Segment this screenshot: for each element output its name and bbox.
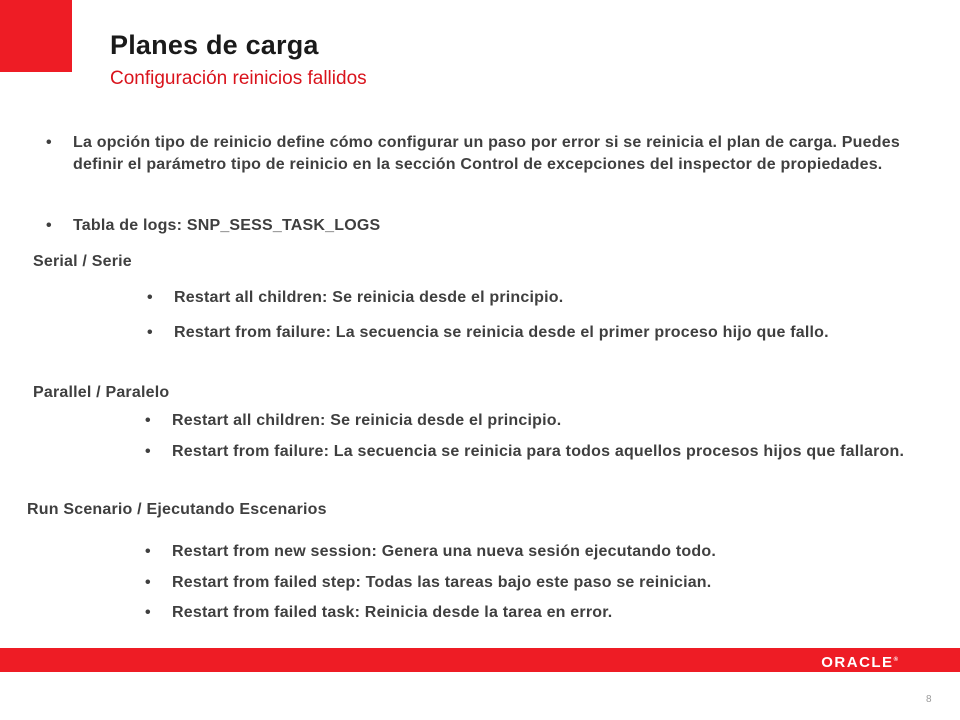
bullet-text: Restart from failed task: Reinicia desde la tarea en error. (172, 604, 613, 621)
section-heading-run-scenario: Run Scenario / Ejecutando Escenarios (27, 501, 327, 518)
bullet-dot: • (145, 443, 151, 460)
bullet-dot: • (145, 574, 151, 591)
footer-band (0, 648, 960, 672)
bullet-text: Restart from new session: Genera una nueva sesión ejecutando todo. (172, 543, 716, 560)
serial-item-restart-all (147, 287, 934, 309)
bullet-dot: • (46, 134, 52, 151)
page-number: 8 (926, 694, 932, 705)
slide-subtitle: Configuración reinicios fallidos (110, 68, 367, 89)
bullet-text: La opción tipo de reinicio define cómo configurar un paso por error si se reinicia el plan de carga. Puedes definir el parámetro tipo de reinicio en la sección Control de excepciones del inspector de propiedades. (73, 134, 900, 173)
bullet-dot: • (145, 604, 151, 621)
bullet-dot: • (147, 289, 153, 306)
bullet-text: Restart from failure: La secuencia se reinicia desde el primer proceso hijo que fallo. (174, 324, 829, 341)
parallel-item-restart-failure (145, 441, 942, 463)
oracle-logo (821, 652, 898, 671)
bullet-text: Restart all children: Se reinicia desde el principio. (174, 289, 564, 306)
scenario-item-new-session (145, 541, 942, 563)
bullet-dot: • (145, 543, 151, 560)
slide-title: Planes de carga (110, 30, 319, 60)
bullet-dot: • (46, 217, 52, 234)
intro-bullet-logs-table (46, 215, 933, 237)
serial-item-restart-failure (147, 322, 934, 344)
bullet-dot: • (147, 324, 153, 341)
oracle-logo-text: ORACLE (821, 654, 894, 671)
section-heading-serial: Serial / Serie (33, 253, 132, 270)
bullet-text: Restart all children: Se reinicia desde el principio. (172, 412, 562, 429)
scenario-item-failed-step (145, 572, 942, 594)
bullet-text: Restart from failure: La secuencia se reinicia para todos aquellos procesos hijos que fallaron. (172, 443, 905, 460)
bullet-text: Tabla de logs: SNP_SESS_TASK_LOGS (73, 217, 381, 234)
intro-bullet-restart-type (46, 132, 933, 176)
section-heading-parallel: Parallel / Paralelo (33, 384, 170, 401)
corner-accent-block (0, 0, 72, 72)
bullet-text: Restart from failed step: Todas las tareas bajo este paso se reinician. (172, 574, 712, 591)
scenario-item-failed-task (145, 602, 942, 624)
bullet-dot: • (145, 412, 151, 429)
parallel-item-restart-all (145, 410, 942, 432)
registered-mark: ® (893, 657, 898, 663)
